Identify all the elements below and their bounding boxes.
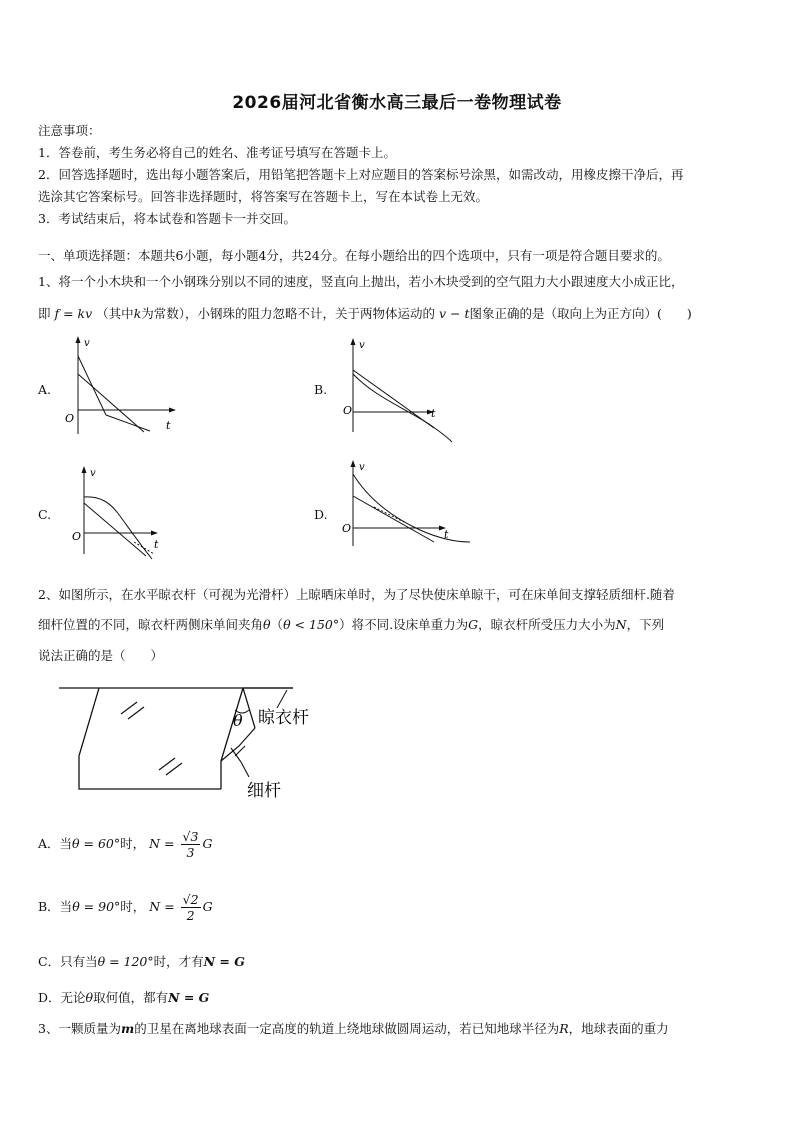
axis-v-label: v	[359, 340, 365, 351]
origin-label: O	[72, 530, 82, 543]
q1-line-2: 即 f = kv （其中k为常数），小钢珠的阻力忽略不计，关于两物体运动的 v − t图象正确的是（取向上为正方向）( )	[38, 306, 692, 321]
notes-item-2-cont: 选涂其它答案标号。回答非选择题时，将答案写在答题卡上，写在本试卷上无效。	[38, 189, 489, 204]
q2-option-b: B．当θ = 90°时， N = $\frac{√2}{2}$ G	[38, 892, 213, 923]
q1-graph-b	[334, 334, 459, 444]
axis-v-label: v	[90, 468, 96, 479]
axis-t-label: t	[154, 538, 159, 551]
page-title: 2026届河北省衡水高三最后一卷物理试卷	[232, 93, 562, 113]
notes-item-2: 2．回答选择题时，选出每小题答案后，用铅笔把答题卡上对应题目的答案标号涂黑，如需改动，用橡皮擦干净后，再	[38, 167, 684, 182]
axis-v-label: v	[359, 462, 365, 473]
origin-label: O	[343, 404, 353, 417]
notes-item-1: 1．答卷前，考生务必将自己的姓名、准考证号填写在答题卡上。	[38, 145, 396, 160]
q1-option-b: B.	[314, 382, 328, 397]
q2-line-2: 细杆位置的不同，晾衣杆两侧床单间夹角θ（θ < 150°）将不同.设床单重力为G，晾衣杆所受压力大小为N，下列	[38, 617, 665, 632]
rod-label: 晾衣杆	[258, 708, 309, 728]
q1-option-a: A.	[38, 382, 52, 397]
axis-v-label: v	[84, 338, 90, 349]
origin-label: O	[65, 412, 75, 425]
q2-option-c: C．只有当θ = 120°时，才有N = G	[38, 954, 245, 969]
origin-label: O	[342, 522, 352, 535]
axis-t-label: t	[431, 407, 436, 420]
notes-item-3: 3．考试结束后，将本试卷和答题卡一并交回。	[38, 211, 296, 226]
axis-t-label: t	[166, 419, 171, 432]
q1-option-c: C.	[38, 507, 52, 522]
q1-graph-c	[70, 462, 185, 562]
q2-line-1: 2、如图所示，在水平晾衣杆（可视为光滑杆）上晾晒床单时，为了尽快使床单晾干，可在床单间支撑轻质细杆.随着	[38, 587, 675, 602]
q2-figure	[55, 680, 330, 805]
q3-line-1: 3、一颗质量为m的卫星在离地球表面一定高度的轨道上绕地球做圆周运动，若已知地球半径为R，地球表面的重力	[38, 1021, 669, 1036]
q2-line-3: 说法正确的是（ ）	[38, 648, 164, 663]
q1-graph-a	[60, 334, 185, 439]
q2-option-a: A．当θ = 60°时， N = $\frac{√3}{3}$ G	[38, 829, 213, 860]
q1-formula: f = kv	[54, 306, 93, 321]
q1-graph-d	[334, 456, 479, 551]
q2-option-d: D．无论θ取何值，都有N = G	[38, 990, 210, 1005]
notes-heading: 注意事项：	[38, 123, 101, 138]
stick-label: 细杆	[247, 781, 281, 801]
section-heading: 一、单项选择题：本题共6小题，每小题4分，共24分。在每小题给出的四个选项中，只有一项是符合题目要求的。	[38, 248, 670, 263]
axis-t-label: t	[444, 528, 449, 541]
q1-line-1: 1、将一个小木块和一个小钢珠分别以不同的速度，竖直向上抛出，若小木块受到的空气阻力大小跟速度大小成正比，	[38, 274, 684, 289]
theta-label: θ	[233, 711, 243, 730]
q1-option-d: D.	[314, 507, 328, 522]
